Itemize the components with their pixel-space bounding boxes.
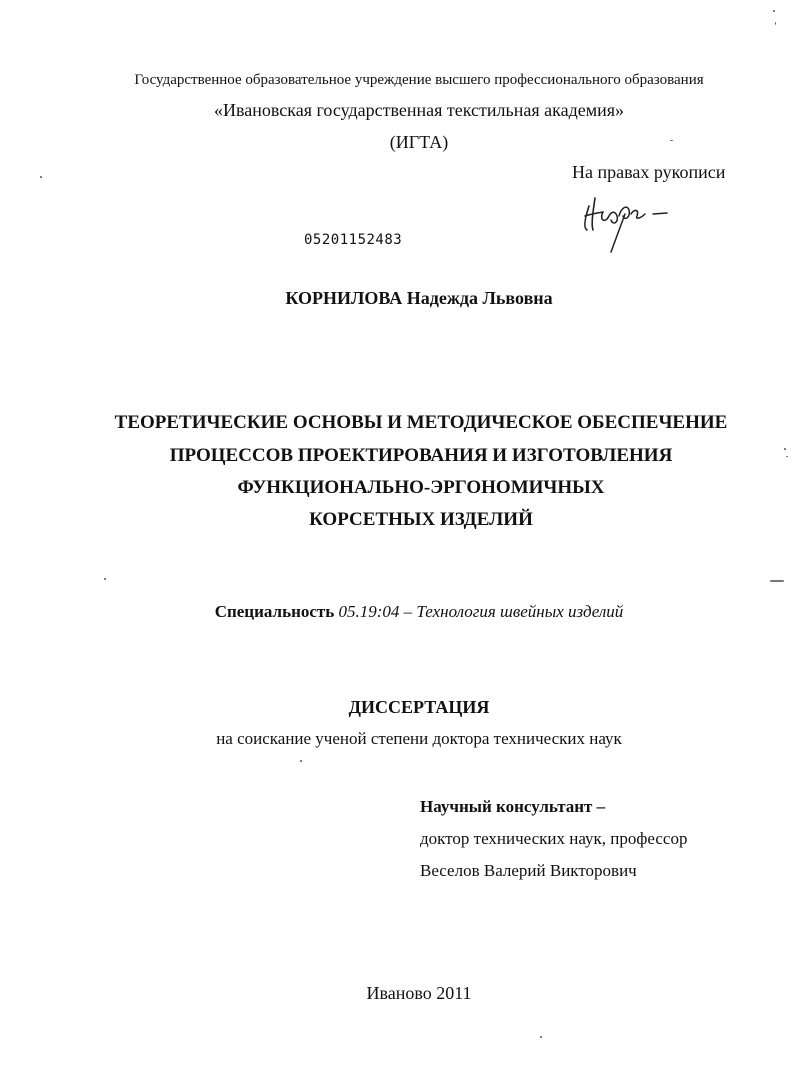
city-year: Иваново 2011 xyxy=(366,983,472,1003)
scan-speck xyxy=(784,448,786,450)
scan-speck xyxy=(40,176,42,178)
scan-speck xyxy=(786,456,788,457)
scientific-consultant xyxy=(420,791,687,887)
degree-description: на соискание ученой степени доктора технических наук xyxy=(216,729,622,748)
scan-speck xyxy=(670,140,673,141)
manuscript-rights-note: На правах рукописи xyxy=(572,162,726,182)
title-line: ФУНКЦИОНАЛЬНО-ЭРГОНОМИЧНЫХ xyxy=(237,477,605,498)
author-name: КОРНИЛОВА Надежда Львовна xyxy=(285,288,553,308)
document-type: ДИССЕРТАЦИЯ xyxy=(348,697,490,717)
title-line: КОРСЕТНЫХ ИЗДЕЛИЙ xyxy=(309,509,533,530)
title-line: ПРОЦЕССОВ ПРОЕКТИРОВАНИЯ И ИЗГОТОВЛЕНИЯ xyxy=(169,445,673,466)
specialty-label: Специальность xyxy=(214,602,335,621)
academy-name: «Ивановская государственная текстильная академия» xyxy=(213,100,625,120)
scan-speck xyxy=(300,760,302,762)
scan-speck xyxy=(773,10,775,12)
consultant-name: Веселов Валерий Викторович xyxy=(420,861,637,880)
specialty xyxy=(20,602,798,622)
consultant-title: доктор технических наук, профессор xyxy=(420,829,688,848)
specialty-value: 05.19:04 – Технология швейных изделий xyxy=(338,602,624,621)
scan-speck xyxy=(770,580,784,582)
academy-abbreviation: (ИГТА) xyxy=(389,132,449,152)
scan-speck xyxy=(540,1036,542,1038)
institution-name: Государственное образовательное учреждение высшего профессионального образования xyxy=(134,72,704,88)
registration-code: 05201152483 xyxy=(304,232,403,248)
handwritten-signature-icon xyxy=(575,186,675,256)
consultant-heading: Научный консультант – xyxy=(420,797,606,816)
scan-speck xyxy=(104,578,106,580)
title-line: ТЕОРЕТИЧЕСКИЕ ОСНОВЫ И МЕТОДИЧЕСКОЕ ОБЕСПЕЧЕНИЕ xyxy=(114,412,728,433)
scan-speck xyxy=(775,22,776,25)
